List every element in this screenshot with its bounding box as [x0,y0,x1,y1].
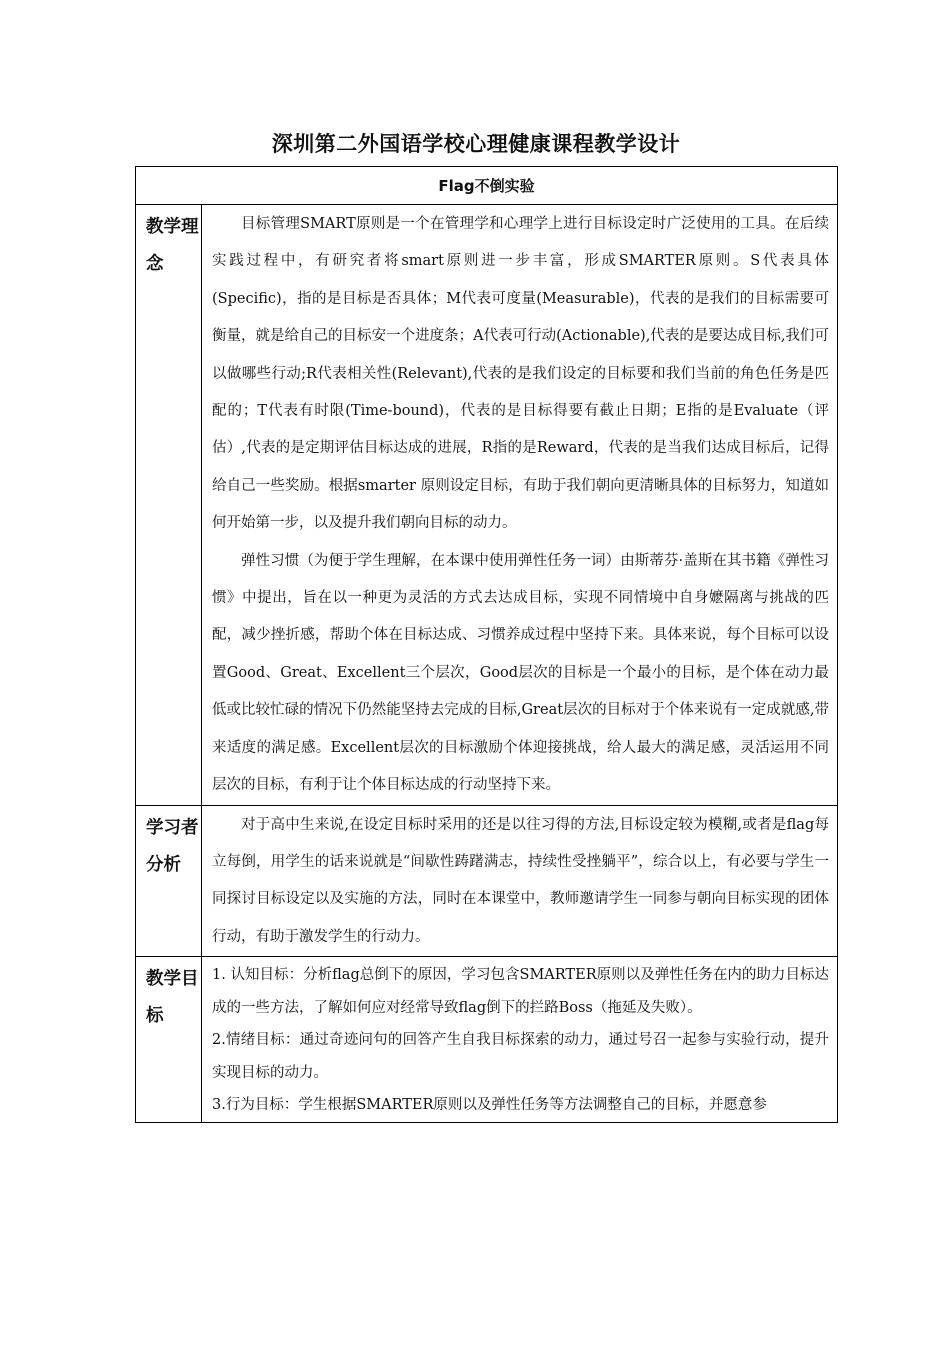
philosophy-paragraph-1: 目标管理SMART原则是一个在管理学和心理学上进行目标设定时广泛使用的工具。在后续实践过程中，有研究者将smart原则进一步丰富，形成SMARTER原则。S代表具体(Specific)，指的是目标是否具体；M代表可度量(Measurable)，代表的是我们的目标需要可衡量，就是给自己的目标安一个进度条；A代表可行动(Actionable),代表的是要达成目标,我们可以做哪些行动;R代表相关性(Relevant),代表的是我们设定的目标要和我们当前的角色任务是匹配的；T代表有时限(Time-bound)，代表的是目标得要有截止日期；E指的是Evaluate（评估）,代表的是定期评估目标达成的进展，R指的是Reward，代表的是当我们达成目标后，记得给自己一些奖励。根据smarter 原则设定目标，有助于我们朝向更清晰具体的目标努力，知道如何开始第一步，以及提升我们朝向目标的动力。 [212,216,829,532]
document-title: 深圳第二外国语学校心理健康课程教学设计 [271,132,681,156]
objective-item-2: 2.情绪目标：通过奇迹问句的回答产生自我目标探索的动力，通过号召一起参与实验行动，提升实现目标的动力。 [212,1032,829,1081]
lesson-title: Flag不倒实验 [136,167,838,205]
learner-analysis-row [136,805,838,957]
philosophy-content [202,205,838,806]
objectives-content [202,957,838,1123]
learner-analysis-content [202,805,838,957]
lesson-plan-table [135,166,838,1123]
learner-analysis-paragraph: 对于高中生来说,在设定目标时采用的还是以往习得的方法,目标设定较为模糊,或者是flag每立每倒，用学生的话来说就是“间歇性踌躇满志，持续性受挫躺平”，综合以上，有必要与学生一同探讨目标设定以及实施的方法，同时在本课堂中，教师邀请学生一同参与朝向目标实现的团体行动，有助于激发学生的行动力。 [212,816,829,945]
philosophy-label: 教学理念 [136,205,202,806]
philosophy-paragraph-2: 弹性习惯（为便于学生理解，在本课中使用弹性任务一词）由斯蒂芬·盖斯在其书籍《弹性习惯》中提出，旨在以一种更为灵活的方式去达成目标，实现不同情境中自身嬷隔离与挑战的匹配，减少挫折感，帮助个体在目标达成、习惯养成过程中坚持下来。具体来说，每个目标可以设置Good、Great、Excellent三个层次，Good层次的目标是一个最小的目标，是个体在动力最低或比较忙碌的情况下仍然能坚持去完成的目标,Great层次的目标对于个体来说有一定成就感,带来适度的满足感。Excellent层次的目标激励个体迎接挑战，给人最大的满足感，灵活运用不同层次的目标，有利于让个体目标达成的行动坚持下来。 [212,552,829,794]
learner-analysis-label: 学习者分析 [136,805,202,957]
objectives-row [136,957,838,1123]
objectives-label: 教学目标 [136,957,202,1123]
philosophy-row [136,205,838,806]
objective-item-3: 3.行为目标：学生根据SMARTER原则以及弹性任务等方法调整自己的目标，并愿意参 [212,1097,767,1114]
objective-item-1: 1. 认知目标：分析flag总倒下的原因，学习包含SMARTER原则以及弹性任务在内的助力目标达成的一些方法，了解如何应对经常导致flag倒下的拦路Boss（拖延及失败）。 [212,967,829,1016]
